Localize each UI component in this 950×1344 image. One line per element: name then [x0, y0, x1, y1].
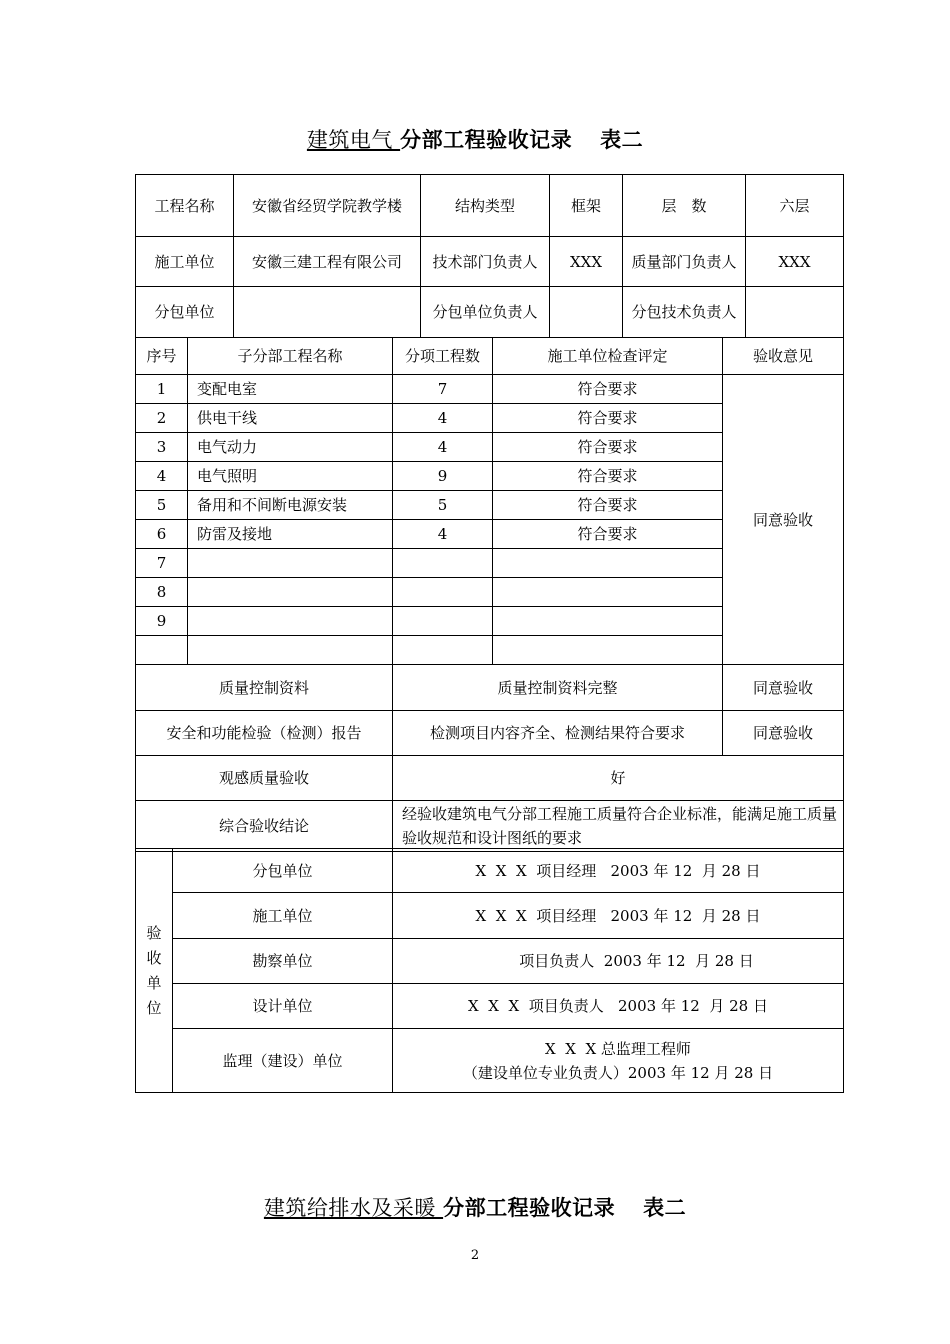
- row-count: 4: [393, 433, 493, 462]
- row-name: 电气动力: [188, 433, 393, 462]
- row-count: 7: [393, 375, 493, 404]
- row-name: 供电干线: [188, 404, 393, 433]
- row-no: 1: [136, 375, 188, 404]
- row-check: 符合要求: [493, 404, 723, 433]
- appearance-label: 观感质量验收: [136, 756, 393, 801]
- sub-head-value: [550, 287, 623, 338]
- conclusion-label: 综合验收结论: [136, 801, 393, 852]
- row-check: 符合要求: [493, 375, 723, 404]
- row-count: [393, 607, 493, 636]
- row-name: [188, 636, 393, 665]
- subcontractor-value: [234, 287, 421, 338]
- row-count: [393, 578, 493, 607]
- row-no: 6: [136, 520, 188, 549]
- col-header-no: 序号: [136, 338, 188, 375]
- title-suffix: 表二: [600, 127, 644, 152]
- row-count: [393, 549, 493, 578]
- structure-value: 框架: [550, 175, 623, 237]
- appearance-value: 好: [393, 756, 844, 801]
- project-info-table: [135, 174, 844, 338]
- row-count: 9: [393, 462, 493, 491]
- row-count: 5: [393, 491, 493, 520]
- row-name: [188, 607, 393, 636]
- acceptance-sign: 项目负责人 2003 年 12 月 28 日: [393, 939, 844, 984]
- acceptance-unit: 设计单位: [173, 984, 393, 1029]
- supervision-unit: 监理（建设）单位: [173, 1029, 393, 1093]
- acceptance-table: [135, 848, 844, 1093]
- row-name: [188, 549, 393, 578]
- contractor-value: 安徽三建工程有限公司: [234, 237, 421, 287]
- supervision-sign: X X X 总监理工程师 （建设单位专业负责人）2003 年 12 月 28 日: [393, 1029, 844, 1093]
- floors-value: 六层: [746, 175, 844, 237]
- col-header-count: 分项工程数: [393, 338, 493, 375]
- acceptance-sign: X X X 项目负责人 2003 年 12 月 28 日: [393, 984, 844, 1029]
- row-check: [493, 578, 723, 607]
- row-no: [136, 636, 188, 665]
- row-check: [493, 607, 723, 636]
- quality-docs-check: 质量控制资料完整: [393, 665, 723, 711]
- sub-tech-value: [746, 287, 844, 338]
- quality-head-value: XXX: [746, 237, 844, 287]
- row-name: 备用和不间断电源安装: [188, 491, 393, 520]
- acceptance-sign: X X X 项目经理 2003 年 12 月 28 日: [393, 893, 844, 939]
- title2-main: 分部工程验收记录: [443, 1195, 616, 1220]
- row-count: 4: [393, 520, 493, 549]
- acceptance-group-label: 验 收 单 位: [136, 849, 173, 1093]
- acceptance-unit: 勘察单位: [173, 939, 393, 984]
- title-subject: 建筑电气: [306, 128, 401, 152]
- col-header-name: 子分部工程名称: [188, 338, 393, 375]
- quality-docs-label: 质量控制资料: [136, 665, 393, 711]
- row-name: 电气照明: [188, 462, 393, 491]
- tech-head-value: XXX: [550, 237, 623, 287]
- sub-head-label: 分包单位负责人: [421, 287, 550, 338]
- row-no: 3: [136, 433, 188, 462]
- row-check: [493, 549, 723, 578]
- acceptance-sign: X X X 项目经理 2003 年 12 月 28 日: [393, 849, 844, 893]
- row-no: 7: [136, 549, 188, 578]
- acceptance-unit: 施工单位: [173, 893, 393, 939]
- row-no: 9: [136, 607, 188, 636]
- row-name: 变配电室: [188, 375, 393, 404]
- row-name: [188, 578, 393, 607]
- acceptance-unit: 分包单位: [173, 849, 393, 893]
- quality-head-label: 质量部门负责人: [623, 237, 746, 287]
- row-check: 符合要求: [493, 520, 723, 549]
- row-no: 2: [136, 404, 188, 433]
- project-name-value: 安徽省经贸学院教学楼: [234, 175, 421, 237]
- row-no: 5: [136, 491, 188, 520]
- row-count: [393, 636, 493, 665]
- floors-label: 层 数: [623, 175, 746, 237]
- row-no: 8: [136, 578, 188, 607]
- col-header-opinion: 验收意见: [723, 338, 844, 375]
- row-check: 符合要求: [493, 491, 723, 520]
- structure-label: 结构类型: [421, 175, 550, 237]
- tech-head-label: 技术部门负责人: [421, 237, 550, 287]
- safety-label: 安全和功能检验（检测）报告: [136, 711, 393, 756]
- next-section-title: [0, 1192, 950, 1222]
- row-check: 符合要求: [493, 462, 723, 491]
- quality-docs-opinion: 同意验收: [723, 665, 844, 711]
- col-header-check: 施工单位检查评定: [493, 338, 723, 375]
- safety-check: 检测项目内容齐全、检测结果符合要求: [393, 711, 723, 756]
- page-number: 2: [470, 1248, 480, 1263]
- project-name-label: 工程名称: [136, 175, 234, 237]
- table-row: [136, 375, 844, 404]
- row-check: [493, 636, 723, 665]
- sub-tech-label: 分包技术负责人: [623, 287, 746, 338]
- row-check: 符合要求: [493, 433, 723, 462]
- title2-suffix: 表二: [643, 1195, 687, 1220]
- subcontractor-label: 分包单位: [136, 287, 234, 338]
- row-name: 防雷及接地: [188, 520, 393, 549]
- sub-items-table: [135, 337, 844, 852]
- contractor-label: 施工单位: [136, 237, 234, 287]
- title-main: 分部工程验收记录: [400, 127, 573, 152]
- row-count: 4: [393, 404, 493, 433]
- conclusion-value: 经验收建筑电气分部工程施工质量符合企业标准，能满足施工质量验收规范和设计图纸的要求: [393, 801, 844, 852]
- title2-subject: 建筑给排水及采暖: [263, 1196, 444, 1220]
- safety-opinion: 同意验收: [723, 711, 844, 756]
- items-opinion: 同意验收: [723, 375, 844, 665]
- page-title: [0, 124, 950, 154]
- row-no: 4: [136, 462, 188, 491]
